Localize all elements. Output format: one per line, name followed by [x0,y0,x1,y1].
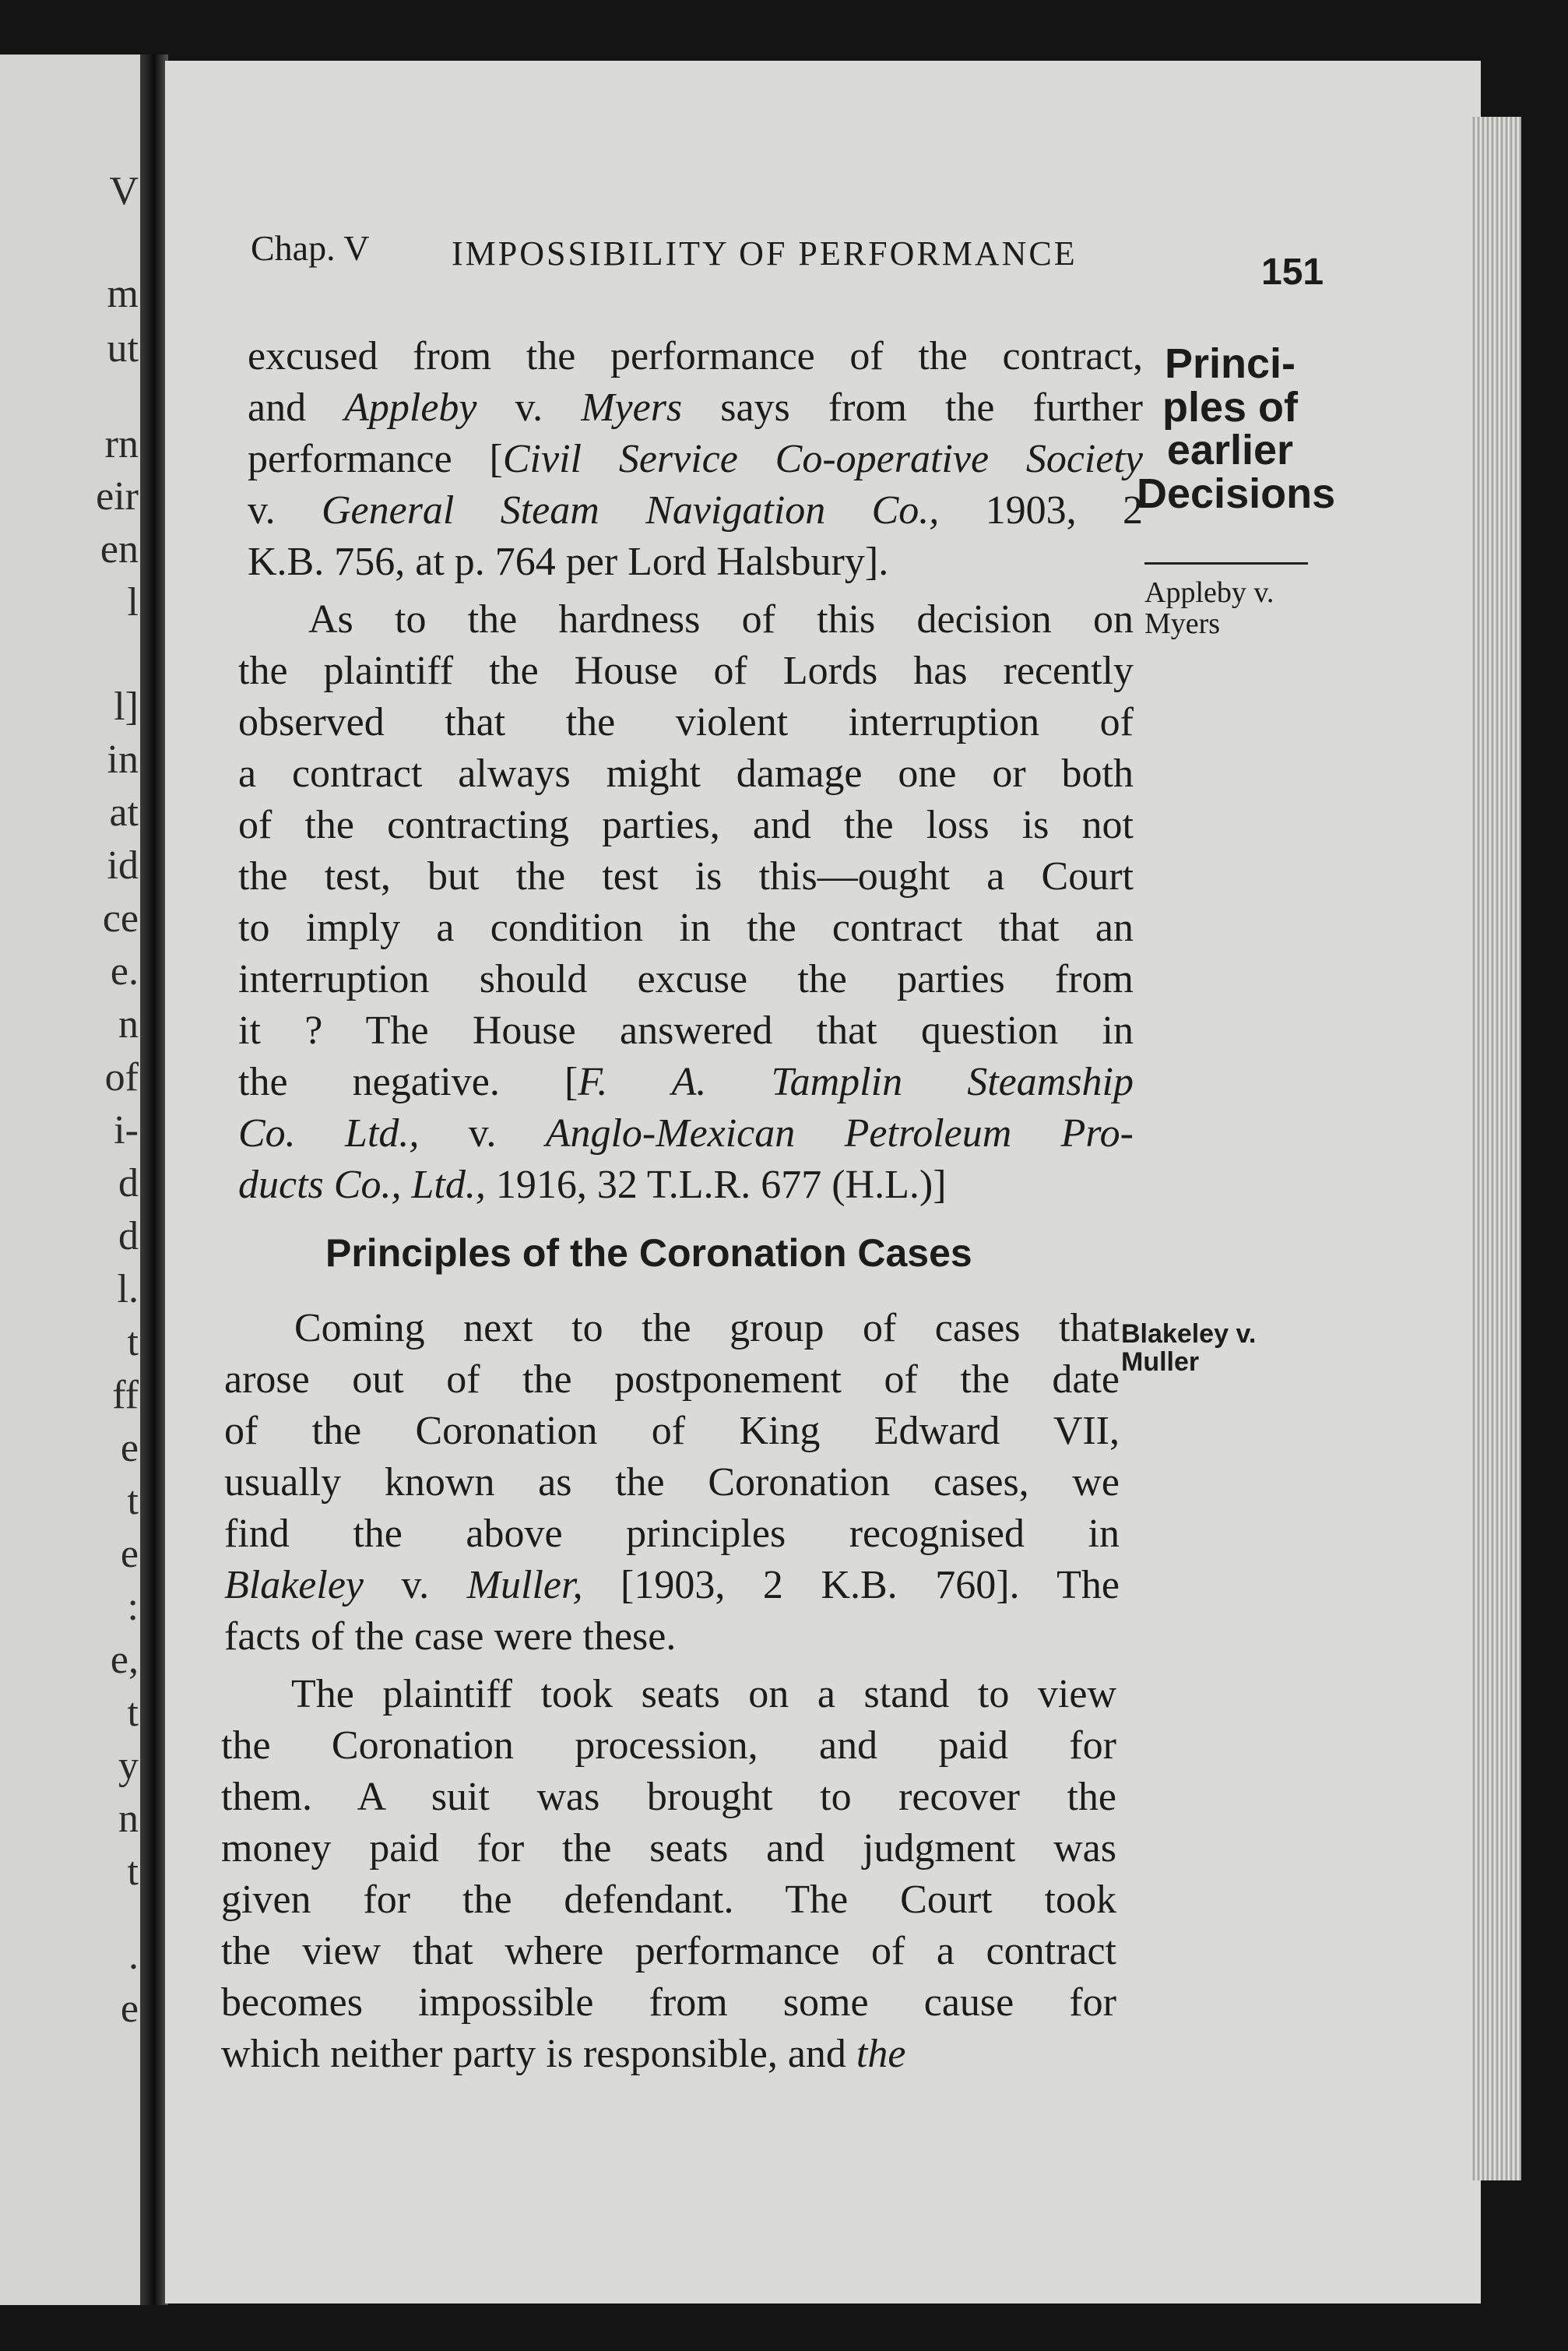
text-line: of the contracting parties, and the loss is not [238,803,1134,847]
facing-page-fragment: t [127,1320,139,1364]
text-line: it ? The House answered that question in [238,1008,1134,1053]
text-line: K.B. 756, at p. 764 per Lord Halsbury]. [248,540,889,584]
text-line: of the Coronation of King Edward VII, [224,1409,1120,1453]
facing-page-fragment: ce [102,896,139,941]
facing-page-fragment: n [118,1002,139,1047]
section-heading: Principles of the Coronation Cases [325,1231,972,1275]
margin-heading-line: Decisions [1137,470,1336,517]
text-line: facts of the case were these. [224,1614,677,1659]
facing-page-fragment: t [127,1691,139,1735]
text-line: ducts Co., Ltd., 1916, 32 T.L.R. 677 (H.L.)] [238,1163,947,1207]
facing-page-sliver [0,55,149,2305]
page-edges [1471,117,1521,2180]
facing-page-fragment: i- [114,1108,139,1153]
text-line: which neither party is responsible, and the [221,2032,906,2076]
header-chapter: Chap. V [251,228,370,268]
facing-page-fragment: d [118,1161,139,1205]
text-line: performance [Civil Service Co-operative Society [248,437,1143,481]
facing-page-fragment: of [104,1055,139,1100]
text-line: v. General Steam Navigation Co., 1903, 2 [248,488,1144,533]
facing-page-fragment: en [100,527,139,572]
facing-page-fragment: V [109,169,139,213]
margin-note-line: Appleby v. [1144,576,1274,609]
margin-heading-line: Princi- [1164,340,1296,387]
facing-page-fragment: e [120,1426,139,1470]
facing-page-fragment: rn [104,422,139,466]
text-line: As to the hardness of this decision on [308,597,1134,642]
facing-page-fragment: e [120,1987,139,2031]
margin-note-appleby [1144,578,1274,640]
text-line: the view that where performance of a contract [221,1929,1116,1973]
facing-page-fragment: e [120,1532,139,1576]
facing-page-fragment: l [127,580,139,625]
text-line: the negative. [F. A. Tamplin Steamship [238,1060,1134,1104]
text-line: find the above principles recognised in [224,1512,1120,1556]
text-line: observed that the violent interruption of [238,700,1134,744]
text-line: to imply a condition in the contract that an [238,906,1134,950]
text-line: the plaintiff the House of Lords has recently [238,649,1134,693]
text-line: becomes impossible from some cause for [221,1980,1116,2025]
margin-note-line: Myers [1144,607,1221,640]
facing-page-fragment: y [118,1744,139,1788]
text-line: a contract always might damage one or both [238,751,1134,796]
text-line: money paid for the seats and judgment was [221,1826,1116,1871]
text-line: excused from the performance of the contract, [248,334,1143,378]
facing-page-fragment: . [128,1934,139,1978]
text-line: usually known as the Coronation cases, we [224,1460,1120,1505]
text-line: them. A suit was brought to recover the [221,1775,1116,1819]
text-line: Co. Ltd., v. Anglo-Mexican Petroleum Pro- [238,1111,1134,1156]
book-gutter [140,55,168,2305]
text-line: arose out of the postponement of the date [224,1357,1120,1402]
text-line: and Appleby v. Myers says from the further [248,385,1143,430]
text-line: The plaintiff took seats on a stand to view [291,1672,1116,1716]
header-running-title: IMPOSSIBILITY OF PERFORMANCE [452,234,1078,273]
facing-page-fragment: e, [110,1638,139,1682]
text-line: the Coronation procession, and paid for [221,1723,1116,1768]
facing-page-fragment: at [109,790,139,835]
text-line: Coming next to the group of cases that [294,1306,1120,1350]
facing-page-fragment: e. [110,949,139,994]
margin-heading-line: ples of [1162,383,1299,431]
facing-page-fragment: in [107,737,139,782]
margin-note-line: Muller [1121,1346,1200,1377]
margin-note-blakeley [1121,1321,1256,1376]
margin-heading-line: earlier [1166,427,1294,474]
facing-page-fragment: ff [112,1373,139,1417]
page-number: 151 [1261,252,1324,293]
facing-page-fragment: d [118,1214,139,1258]
facing-page-fragment: id [107,843,139,888]
facing-page-fragment: : [127,1585,139,1629]
facing-page-fragment: t [127,1479,139,1523]
facing-page-fragment: t [127,1849,139,1894]
facing-page-fragment: m [107,272,139,316]
text-line: given for the defendant. The Court took [221,1878,1116,1922]
facing-page-fragment: n [118,1797,139,1841]
facing-page-fragment: ut [107,326,139,371]
text-line: interruption should excuse the parties from [238,957,1134,1001]
margin-note-line: Blakeley v. [1121,1319,1257,1349]
facing-page-fragment: l. [117,1267,139,1311]
margin-heading-principles [1137,340,1336,517]
facing-page-fragment: l] [114,685,139,729]
facing-page-fragment: eir [96,474,139,519]
margin-rule [1144,562,1308,565]
text-line: Blakeley v. Muller, [1903, 2 K.B. 760]. The [224,1563,1120,1607]
text-line: the test, but the test is this—ought a Court [238,854,1134,899]
